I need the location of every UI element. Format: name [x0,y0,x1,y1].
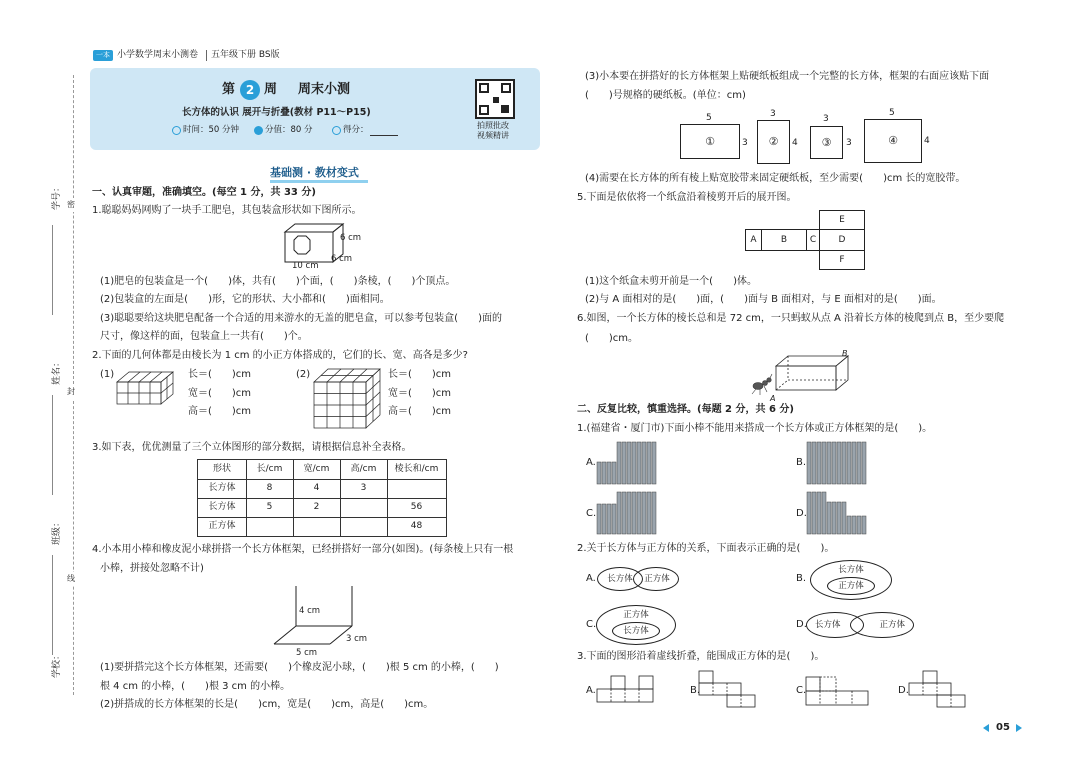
q2-label-2: (2) [296,369,311,380]
p2-q1-option-C[interactable]: C. [586,508,597,519]
table-cell: 56 [410,502,423,512]
table-cell: 5 [266,502,273,512]
board-1: ① [680,124,740,159]
prev-page-arrow-icon[interactable] [983,724,989,732]
net-option-B [698,670,758,708]
board-4-side: 4 [924,136,930,146]
q4-dim-5cm: 5 cm [296,648,318,658]
table-header: 棱长和/cm [394,464,439,474]
p2-q1-option-A[interactable]: A. [586,457,596,468]
board-2: ② [757,120,790,164]
p2-q2-option-D[interactable]: D. [796,619,807,630]
board-2-top: 3 [770,109,776,119]
q2-stem: 2.下面的几何体都是由棱长为 1 cm 的小正方体搭成的，它们的长、宽、高各是多少? [92,350,468,361]
next-page-arrow-icon[interactable] [1016,724,1022,732]
net-option-A [596,675,656,705]
venn-C-outer-label: 正方体 [623,610,649,620]
got-score-icon [332,126,341,135]
venn-D-left: 长方体 [806,612,864,638]
q1-sub2: (2)包装盒的左面是( )形，它的形状、大小都和( )面相同。 [100,294,390,305]
table-header: 宽/cm [303,464,330,474]
p2-q3-option-A[interactable]: A. [586,685,596,696]
net-figure [745,210,865,270]
quiz-title: 周末小测 [298,82,351,97]
score-blank-line [370,135,398,136]
board-3-top: 3 [823,114,829,124]
q2-2-height: 高＝( )cm [388,406,452,417]
net-option-C [805,675,871,707]
venn-B-outer-label: 长方体 [838,565,864,575]
qr-note-1: 拍照批改 [477,121,509,130]
board-1-top: 5 [706,113,712,123]
header-divider [206,50,207,61]
binding-name: 姓名： [52,357,62,385]
table-cell: 48 [410,521,423,531]
q3-table [197,459,447,537]
board-4-top: 5 [889,108,895,118]
board-4: ④ [864,119,922,163]
binding-seal: 密 [67,198,75,212]
venn-C-inner: 长方体 [612,622,660,640]
p2-q1-option-B[interactable]: B. [796,457,807,468]
p2-q3-option-D[interactable]: D. [898,685,909,696]
p2-q2-option-C[interactable]: C. [586,619,597,630]
venn-B-inner: 正方体 [827,577,875,595]
qr-note-2: 视频精讲 [477,131,509,140]
q5-stem: 5.下面是依依将一个纸盒沿着棱剪开后的展开图。 [577,192,797,203]
net-face-A: A [745,229,762,251]
got-score-label: 得分： [343,125,369,135]
q1-dim-width: 10 cm [292,261,319,271]
table-header: 形状 [212,464,231,474]
week-unit: 周 [264,82,278,97]
venn-C-outer [596,605,676,645]
q4-sub2: (2)拼搭成的长方体框架的长是( )cm，宽是( )cm，高是( )cm。 [100,699,434,710]
q4-stem-b: 小棒，拼接处忽略不计) [100,563,204,574]
sticks-C [596,490,666,536]
q5-sub2: (2)与 A 面相对的是( )面，( )面与 B 面相对，与 E 面相对的是( )面。 [585,294,942,305]
sticks-A [596,440,666,486]
q1-dim-depth: 6 cm [331,254,353,264]
venn-A-right: 正方体 [633,567,679,591]
table-header: 长/cm [256,464,283,474]
time-limit: 时间：50 分钟 [183,125,240,135]
q4-sub3b: ( )号规格的硬纸板。(单位：cm) [585,90,746,101]
q4-sub1a: (1)要拼搭完这个长方体框架，还需要( )个橡皮泥小球，( )根 5 cm 的小棒，( ) [100,662,499,673]
p2-q3-option-C[interactable]: C. [796,685,807,696]
binding-class: 班级： [52,517,62,545]
binding-student-id: 学号： [52,182,62,210]
table-cell: 8 [266,483,273,493]
p2-q2-option-B[interactable]: B. [796,573,807,584]
part1-heading: 一、认真审题，准确填空。(每空 1 分，共 33 分) [92,187,316,198]
table-cell: 长方体 [208,483,236,493]
q1-stem: 1.聪聪妈妈网购了一块手工肥皂，其包装盒形状如下图所示。 [92,205,362,216]
venn-B-outer [810,560,892,600]
total-score: 分值：80 分 [265,125,313,135]
q1-sub3b: 尺寸，像这样的面，包装盒上一共有( )个。 [100,331,308,342]
net-face-D: D [819,229,865,251]
table-cell: 2 [313,502,320,512]
q6-point-A: A [770,394,776,403]
clock-icon [172,126,181,135]
venn-A-left: 长方体 [597,567,643,591]
binding-seal2: 封 [67,385,75,399]
q2-1-width: 宽＝( )cm [188,388,252,399]
table-header: 高/cm [350,464,377,474]
q3-stem: 3.如下表，优优测量了三个立体图形的部分数据，请根据信息补全表格。 [92,442,412,453]
table-cell: 长方体 [208,502,236,512]
binding-cut: 线 [67,572,75,586]
q5-sub1: (1)这个纸盒未剪开前是一个( )体。 [585,276,757,287]
venn-D-right: 正方体 [850,612,914,638]
ant-cuboid-figure [746,350,856,400]
p2-q3-stem: 3.下面的图形沿着虚线折叠，能围成正方体的是( )。 [577,651,825,662]
q2-1-length: 长＝( )cm [188,369,252,380]
q4-dim-3cm: 3 cm [346,634,368,644]
score-icon [254,126,263,135]
q2-label-1: (1) [100,369,115,380]
sticks-B [806,440,876,486]
edition-label: 五年级下册 BS版 [211,50,280,60]
week-label: 第 [222,82,236,97]
series-title: 小学数学周末小测卷 [117,50,199,60]
p2-q2-option-A[interactable]: A. [586,573,596,584]
net-face-B: B [761,229,807,251]
section-basic: 基础测 · 教材变式 [270,166,359,179]
p2-q3-option-B[interactable]: B. [690,685,701,696]
quiz-subtitle: 长方体的认识 展开与折叠(教材 P11～P15) [182,107,371,118]
p2-q1-stem: 1.(福建省・厦门市)下面小棒不能用来搭成一个长方体或正方体框架的是( )。 [577,423,933,434]
net-face-E: E [819,210,865,230]
q4-dim-4cm: 4 cm [299,606,321,616]
sticks-D [806,490,876,536]
table-cell: 3 [360,483,367,493]
series-logo: 一本 [93,50,113,61]
p2-q2-stem: 2.关于长方体与正方体的关系，下面表示正确的是( )。 [577,543,835,554]
q6-point-B: B [842,349,848,358]
cube-stack-2 [312,366,384,430]
net-option-D [908,670,968,708]
week-number-badge: 2 [240,80,260,100]
board-1-side: 3 [742,138,748,148]
q6-stem-b: ( )cm。 [585,333,639,344]
page-number: 05 [996,722,1010,733]
qr-code-icon[interactable] [475,79,515,119]
ant-icon [752,374,772,395]
part2-heading: 二、反复比较，慎重选择。(每题 2 分，共 6 分) [577,404,794,415]
q4-sub4: (4)需要在长方体的所有棱上贴宽胶带来固定硬纸板，至少需要( )cm 长的宽胶带。 [585,173,966,184]
p2-q1-option-D[interactable]: D. [796,508,807,519]
q1-sub1: (1)肥皂的包装盒是一个( )体，共有( )个面，( )条棱，( )个顶点。 [100,276,456,287]
board-3-side: 3 [846,138,852,148]
q2-2-length: 长＝( )cm [388,369,452,380]
q1-dim-height: 6 cm [340,233,362,243]
q1-sub3a: (3)聪聪要给这块肥皂配备一个合适的用来游水的无盖的肥皂盒，可以参考包装盒( )面的 [100,313,502,324]
q2-2-width: 宽＝( )cm [388,388,452,399]
q2-1-height: 高＝( )cm [188,406,252,417]
board-2-side: 4 [792,138,798,148]
board-3: ③ [810,126,843,159]
net-face-C: C [806,229,820,251]
q4-stem-a: 4.小本用小棒和橡皮泥小球拼搭一个长方体框架，已经拼搭好一部分(如图)。(每条棱上只有一根 [92,544,514,555]
table-cell: 正方体 [208,521,236,531]
q6-stem-a: 6.如图，一个长方体的棱长总和是 72 cm，一只蚂蚁从点 A 沿着长方体的棱爬到点 B，至少要爬 [577,313,1005,324]
q4-sub1b: 根 4 cm 的小棒，( )根 3 cm 的小棒。 [100,681,291,692]
table-cell: 4 [313,483,320,493]
net-face-F: F [819,250,865,270]
binding-school: 学校： [52,650,62,678]
q4-sub3a: (3)小本要在拼搭好的长方体框架上贴硬纸板组成一个完整的长方体，框架的右面应该贴下面 [585,71,990,82]
cube-stack-1 [115,368,177,408]
